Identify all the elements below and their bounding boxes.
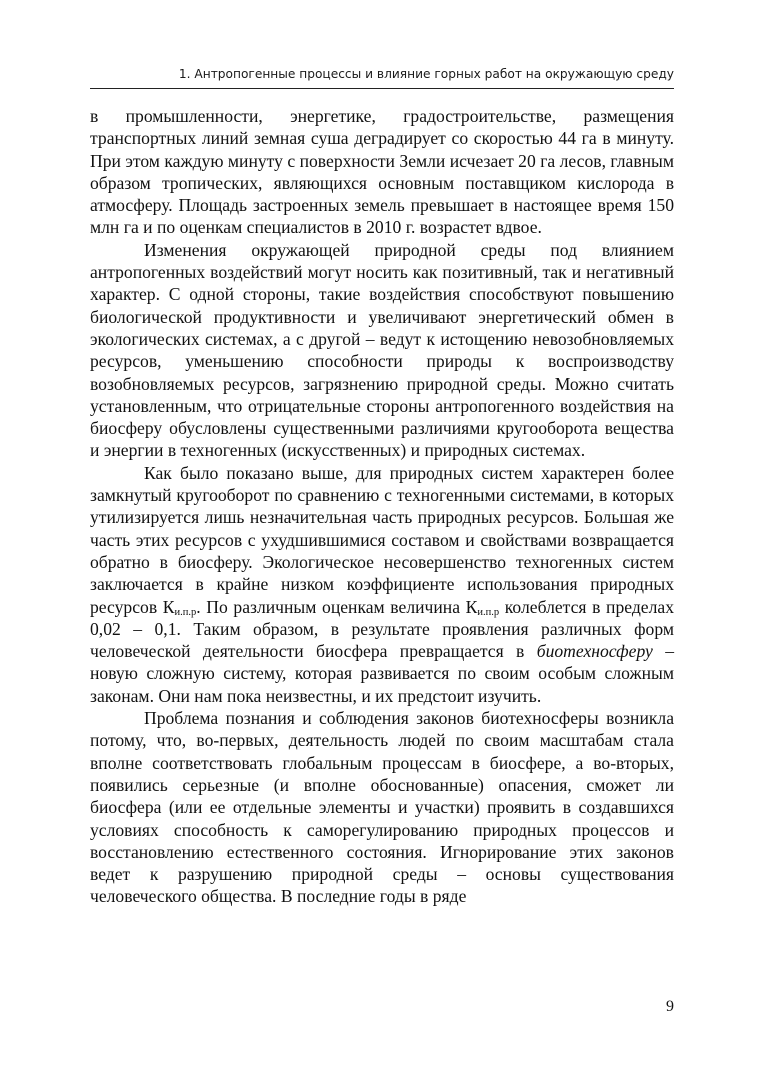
page-body bbox=[90, 105, 674, 908]
page-number: 9 bbox=[666, 998, 674, 1015]
paragraph-2: Изменения окружающей природной среды под влиянием антропогенных воздействий могут носить как позитивный, так и негативный характер. С одной стороны, такие воздействия способствуют повышению биологической продуктивности и увеличивают энергетический обмен в экологических системах, а с другой – ведут к истощению невозобновляемых ресурсов, уменьшению способности природы к воспроизводству возобновляемых ресурсов, загрязнению природной среды. Можно считать установленным, что отрицательные стороны антропогенного воздействия на биосферу обусловлены существенными различиями кругооборота вещества и энергии в техногенных (искусственных) и природных системах. bbox=[90, 239, 674, 461]
paragraph-3-part-4: – новую сложную систему, которая развивается по своим особым сложным законам. Они нам пока неизвестны, и их предстоит изучить. bbox=[90, 641, 674, 706]
paragraph-3-part-3: колеблется в пределах 0,02 – 0,1. Таким образом, в результате проявления различных форм человеческой деятельности биосфера превращается в bbox=[90, 596, 674, 662]
paragraph-4: Проблема познания и соблюдения законов биотехносферы возникла потому, что, во-первых, деятельность людей по своим масштабам стала вполне соответствовать глобальным процессам в биосфере, а во-вторых, появились серьезные (и вполне обоснованные) опасения, сможет ли биосфера (или ее отдельные элементы и участки) проявить в создавшихся условиях способность к саморегулированию природных процессов и восстановлению естественного состояния. Игнорирование этих законов ведет к разрушению природной среды – основы существования человеческого общества. В последние годы в ряде bbox=[90, 708, 674, 907]
term-biotechnosphere: биотехносферу bbox=[536, 641, 653, 662]
paragraph-3 bbox=[90, 462, 674, 707]
running-header: 1. Антропогенные процессы и влияние горных работ на окружающую среду bbox=[178, 67, 674, 81]
paragraph-3-part-2: . По различным оценкам величина К bbox=[196, 596, 478, 617]
paragraph-1: в промышленности, энергетике, градостроительстве, размещения транспортных линий земная суша деградирует со скоростью 44 га в минуту. При этом каждую минуту с поверхности Земли исчезает 20 га лесов, главным образом тропических, являющихся основным поставщиком кислорода в атмосферу. Площадь застроенных земель превышает в настоящее время 150 млн га и по оценкам специалистов в 2010 г. возрастет вдвое. bbox=[90, 106, 674, 238]
paragraph-3-part-1: Как было показано выше, для природных систем характерен более замкнутый кругооборот по сравнению с техногенными системами, в которых утилизируется лишь незначительная часть природных ресурсов. Большая же часть этих ресурсов с ухудшившимися составом и свойствами возвращается обратно в биосферу. Экологическое несовершенство техногенных систем заключается в крайне низком коэффициенте использования природных ресурсов К bbox=[90, 462, 674, 617]
header-rule bbox=[90, 88, 674, 89]
coefficient-subscript: и.п.р bbox=[174, 606, 197, 618]
coefficient-subscript: и.п.р bbox=[477, 606, 500, 618]
